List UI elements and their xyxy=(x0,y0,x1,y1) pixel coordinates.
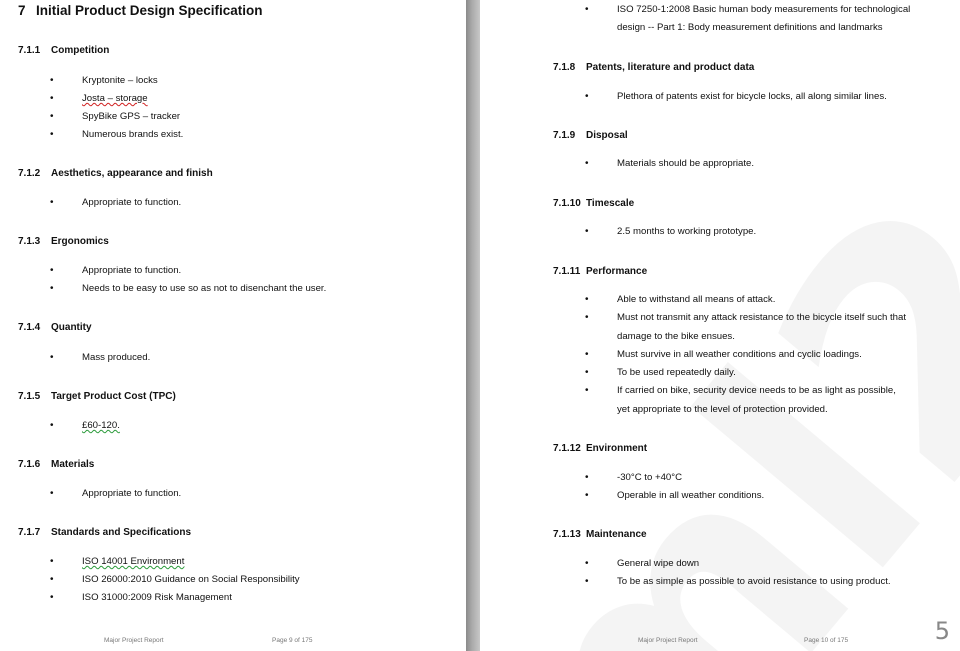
list-item: • Kryptonite – locks xyxy=(50,72,183,90)
section-title: Environment xyxy=(586,443,648,454)
section-number: 7.1.8 xyxy=(553,62,576,73)
list-item: • Must not transmit any attack resistance to the bicycle itself such that xyxy=(585,309,906,327)
list-item-continuation: yet appropriate to the level of protection provided. xyxy=(617,404,828,415)
right-page xyxy=(480,0,960,651)
environment-list xyxy=(585,469,764,505)
list-item: • To be used repeatedly daily. xyxy=(585,364,896,382)
section-heading-quantity xyxy=(18,322,92,333)
ergonomics-list xyxy=(50,262,326,298)
list-item: • 2.5 months to working prototype. xyxy=(585,223,756,241)
chapter-heading xyxy=(18,3,263,18)
list-item: • -30°C to +40°C xyxy=(585,469,764,487)
section-title: Aesthetics, appearance and finish xyxy=(51,168,213,179)
section-number: 7.1.1 xyxy=(18,45,41,56)
list-item-continuation: design -- Part 1: Body measurement definitions and landmarks xyxy=(617,22,883,33)
footer-left-title: Major Project Report xyxy=(104,637,164,644)
section-title: Maintenance xyxy=(586,529,647,540)
section-title: Patents, literature and product data xyxy=(586,62,755,73)
list-item: • Mass produced. xyxy=(50,349,150,367)
list-item-continuation: damage to the bike ensues. xyxy=(617,331,735,342)
section-number: 7.1.4 xyxy=(18,322,41,333)
list-item: • Plethora of patents exist for bicycle locks, all along similar lines. xyxy=(585,88,887,106)
target-cost-list xyxy=(50,417,120,435)
section-number: 7.1.13 xyxy=(553,529,581,540)
section-heading-standards xyxy=(18,527,191,538)
materials-list xyxy=(50,485,181,503)
section-heading-competition xyxy=(18,45,109,56)
list-item: • Needs to be easy to use so as not to disenchant the user. xyxy=(50,280,326,298)
continued-standards-list xyxy=(585,1,910,19)
section-heading-target-cost xyxy=(18,391,176,402)
list-item: • Materials should be appropriate. xyxy=(585,155,754,173)
section-title: Materials xyxy=(51,459,95,470)
footer-right-title: Major Project Report xyxy=(638,637,698,644)
chapter-title: Initial Product Design Specification xyxy=(36,3,263,18)
disposal-list xyxy=(585,155,754,173)
section-heading-maintenance xyxy=(553,529,647,540)
section-title: Quantity xyxy=(51,322,92,333)
list-item: • £60-120. xyxy=(50,417,120,435)
section-heading-materials xyxy=(18,459,94,470)
section-number: 7.1.11 xyxy=(553,266,581,277)
list-item: • To be as simple as possible to avoid resistance to using product. xyxy=(585,573,891,591)
page-gutter xyxy=(466,0,480,651)
section-title: Performance xyxy=(586,266,648,277)
section-number: 7.1.12 xyxy=(553,443,581,454)
left-page xyxy=(0,0,466,651)
section-number: 7.1.9 xyxy=(553,130,576,141)
quantity-list xyxy=(50,349,150,367)
section-title: Disposal xyxy=(586,130,628,141)
list-item: • ISO 26000:2010 Guidance on Social Responsibility xyxy=(50,571,300,589)
section-number: 7.1.3 xyxy=(18,236,41,247)
section-title: Timescale xyxy=(586,198,635,209)
section-heading-aesthetics xyxy=(18,168,213,179)
list-item: • If carried on bike, security device needs to be as light as possible, xyxy=(585,382,896,400)
section-heading-patents xyxy=(553,62,754,73)
chapter-number: 7 xyxy=(18,3,26,18)
timescale-list xyxy=(585,223,756,241)
list-item: • ISO 7250-1:2008 Basic human body measurements for technological xyxy=(585,1,910,19)
list-item: • Able to withstand all means of attack. xyxy=(585,291,906,309)
section-title: Competition xyxy=(51,45,110,56)
list-item: • ISO 14001 Environment xyxy=(50,553,300,571)
maintenance-list xyxy=(585,555,891,591)
list-item: • Josta – storage xyxy=(50,90,183,108)
slide-number: 5 xyxy=(934,617,950,645)
section-title: Ergonomics xyxy=(51,236,109,247)
section-number: 7.1.7 xyxy=(18,527,41,538)
section-number: 7.1.6 xyxy=(18,459,41,470)
aesthetics-list xyxy=(50,194,181,212)
section-number: 7.1.2 xyxy=(18,168,41,179)
section-title: Standards and Specifications xyxy=(51,527,192,538)
standards-list xyxy=(50,553,300,607)
section-number: 7.1.5 xyxy=(18,391,41,402)
list-item: • Appropriate to function. xyxy=(50,485,181,503)
footer-left-page: Page 9 of 175 xyxy=(272,637,313,644)
performance-list xyxy=(585,291,906,327)
section-heading-performance xyxy=(553,266,647,277)
section-heading-disposal xyxy=(553,130,628,141)
performance-list-cont xyxy=(585,346,896,400)
list-item: • Numerous brands exist. xyxy=(50,126,183,144)
section-heading-timescale xyxy=(553,198,634,209)
list-item: • Appropriate to function. xyxy=(50,194,181,212)
list-item: • Must survive in all weather conditions and cyclic loadings. xyxy=(585,346,896,364)
section-heading-ergonomics xyxy=(18,236,109,247)
patents-list xyxy=(585,88,887,106)
section-number: 7.1.10 xyxy=(553,198,581,209)
section-title: Target Product Cost (TPC) xyxy=(51,391,176,402)
list-item: • Operable in all weather conditions. xyxy=(585,487,764,505)
list-item: • General wipe down xyxy=(585,555,891,573)
footer-right-page: Page 10 of 175 xyxy=(804,637,849,644)
competition-list xyxy=(50,72,183,144)
section-heading-environment xyxy=(553,443,647,454)
list-item: • ISO 31000:2009 Risk Management xyxy=(50,589,300,607)
list-item: • SpyBike GPS – tracker xyxy=(50,108,183,126)
list-item: • Appropriate to function. xyxy=(50,262,326,280)
watermark-left xyxy=(320,0,466,651)
